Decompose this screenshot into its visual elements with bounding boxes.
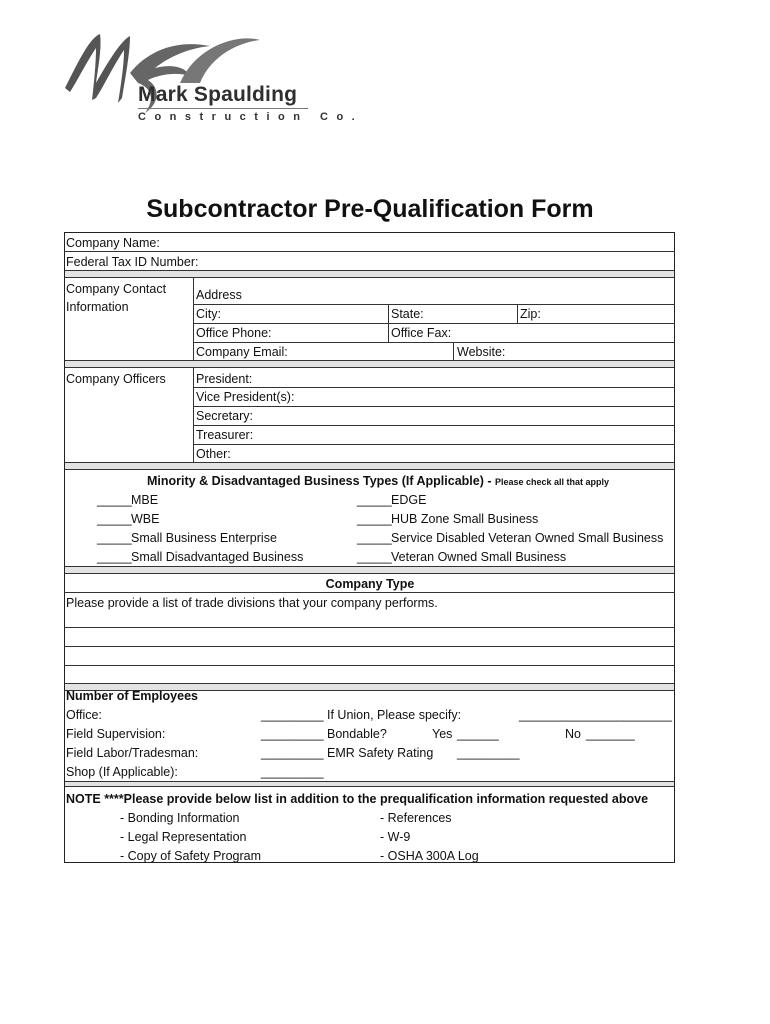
bondable-no-label: No [565,727,581,741]
column-divider [453,342,454,360]
answer-line[interactable] [64,665,675,666]
other-officer-label: Other: [196,447,231,461]
option-hub-zone: HUB Zone Small Business [391,512,539,526]
section-band [65,462,674,470]
office-employees-label: Office: [66,708,102,722]
tax-id-label: Federal Tax ID Number: [66,255,199,269]
address-label: Address [196,288,242,302]
divider [193,425,675,426]
logo-tagline: Construction Co. [138,111,364,123]
column-divider [193,368,194,462]
column-divider [193,278,194,360]
column-divider [517,304,518,323]
checkbox-blank[interactable]: _____ [357,531,392,545]
answer-line[interactable] [64,646,675,647]
secretary-label: Secretary: [196,409,253,423]
city-label: City: [196,307,221,321]
bondable-no-blank[interactable]: _______ [586,727,635,741]
minority-heading [147,473,609,490]
treasurer-label: Treasurer: [196,428,254,442]
form-title: Subcontractor Pre-Qualification Form [146,195,594,223]
note-item-bonding: - Bonding Information [120,811,240,825]
employees-heading: Number of Employees [66,689,198,703]
note-item-osha: - OSHA 300A Log [380,849,479,863]
union-blank[interactable]: ______________________ [519,708,672,722]
logo-company-name: Mark Spaulding [138,83,298,106]
officers-section-label: Company Officers [66,372,166,386]
zip-label: Zip: [520,307,541,321]
note-item-safety: - Copy of Safety Program [120,849,262,863]
minority-note: Please check all that apply [494,477,610,487]
checkbox-blank[interactable]: _____ [97,531,132,545]
state-label: State: [391,307,424,321]
minority-heading-text: Minority & Disadvantaged Business Types (If Applicable) - [147,474,495,488]
section-band [65,270,674,278]
company-email-label: Company Email: [196,345,288,359]
option-small-business-enterprise: Small Business Enterprise [131,531,277,545]
emr-blank[interactable]: _________ [457,746,520,760]
divider [64,251,675,252]
divider [193,323,675,324]
divider [193,342,675,343]
section-band [65,566,674,574]
office-fax-label: Office Fax: [391,326,452,340]
answer-line[interactable] [64,627,675,628]
shop-blank[interactable]: _________ [261,765,324,779]
option-wbe: WBE [131,512,160,526]
section-band [65,781,674,787]
emr-label: EMR Safety Rating [327,746,434,760]
president-label: President: [196,372,253,386]
note-heading: NOTE ****Please provide below list in addition to the prequalification information requested above [66,792,649,806]
vice-president-label: Vice President(s): [196,390,295,404]
office-phone-label: Office Phone: [196,326,272,340]
contact-section-label: Company Contact [66,282,167,296]
company-type-prompt: Please provide a list of trade divisions that your company performs. [66,596,438,610]
section-band [65,360,674,368]
checkbox-blank[interactable]: _____ [357,493,392,507]
checkbox-blank[interactable]: _____ [97,512,132,526]
divider [193,444,675,445]
bondable-label: Bondable? [327,727,387,741]
checkbox-blank[interactable]: _____ [357,512,392,526]
contact-section-label-2: Information [66,300,129,314]
option-mbe: MBE [131,493,159,507]
checkbox-blank[interactable]: _____ [357,550,392,564]
divider [193,406,675,407]
office-employees-blank[interactable]: _________ [261,708,324,722]
field-labor-blank[interactable]: _________ [261,746,324,760]
checkbox-blank[interactable]: _____ [97,550,132,564]
field-labor-label: Field Labor/Tradesman: [66,746,199,760]
bondable-yes-label: Yes [432,727,453,741]
option-service-disabled-veteran: Service Disabled Veteran Owned Small Business [391,531,664,545]
logo-divider [138,108,308,109]
option-veteran-owned: Veteran Owned Small Business [391,550,567,564]
divider [193,304,675,305]
website-label: Website: [457,345,506,359]
union-label: If Union, Please specify: [327,708,462,722]
shop-label: Shop (If Applicable): [66,765,178,779]
option-edge: EDGE [391,493,427,507]
field-supervision-label: Field Supervision: [66,727,166,741]
divider [64,592,675,593]
note-item-legal: - Legal Representation [120,830,247,844]
option-small-disadvantaged-business: Small Disadvantaged Business [131,550,304,564]
divider [193,387,675,388]
checkbox-blank[interactable]: _____ [97,493,132,507]
company-name-label: Company Name: [66,236,160,250]
company-type-heading: Company Type [325,577,415,591]
note-item-references: - References [380,811,452,825]
note-item-w9: - W-9 [380,830,411,844]
field-supervision-blank[interactable]: _________ [261,727,324,741]
bondable-yes-blank[interactable]: ______ [457,727,499,741]
